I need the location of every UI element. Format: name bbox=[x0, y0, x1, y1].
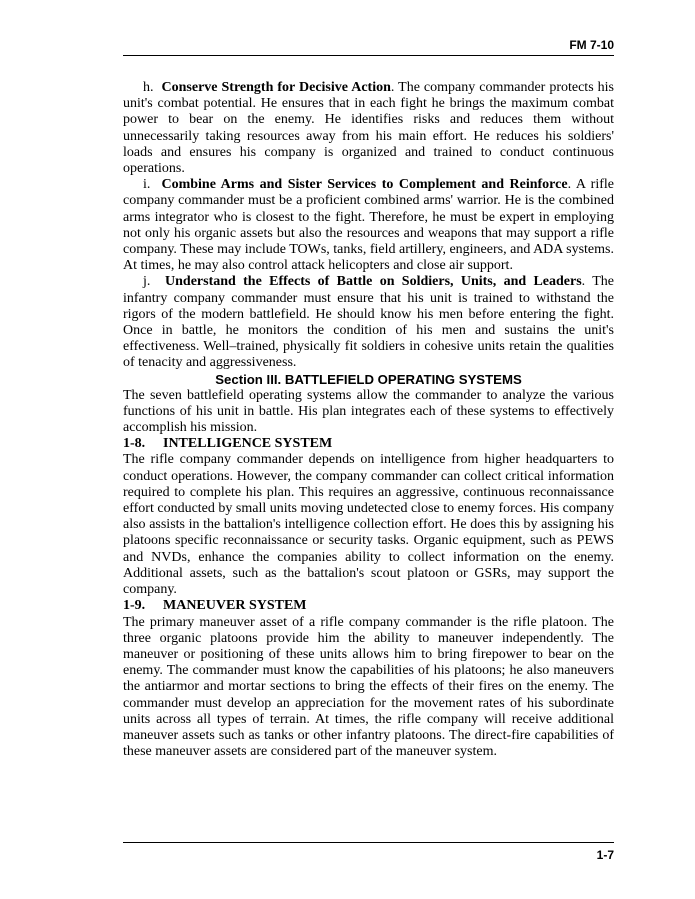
footer-rule bbox=[123, 842, 614, 843]
page-number: 1-7 bbox=[596, 848, 614, 862]
intelligence-heading bbox=[123, 436, 614, 452]
paragraph-i-letter: i. bbox=[143, 177, 151, 193]
paragraph-i bbox=[123, 177, 614, 274]
section-intro: The seven battlefield operating systems allow the commander to analyze the various functions of his unit in battle. His plan integrates each of these systems to effectively accomplish his mission. bbox=[123, 387, 614, 436]
paragraph-h bbox=[123, 80, 614, 177]
header-rule bbox=[123, 55, 614, 56]
paragraph-i-title: Combine Arms and Sister Services to Complement and Reinforce bbox=[161, 177, 568, 193]
maneuver-title: MANEUVER SYSTEM bbox=[163, 598, 307, 614]
paragraph-i-text: . A rifle company commander must be a proficient combined arms' warrior. He is the combined arms integrator who is closest to the fight. Therefore, he must be expert in employing not only his organic assets but also the resources and weapons that may support a rifle company. These may include TOWs, tanks, field artillery, engineers, and ADA systems. At times, he may also control attack helicopters and close air support. bbox=[123, 177, 614, 274]
maneuver-heading bbox=[123, 598, 614, 614]
section-title: Section III. BATTLEFIELD OPERATING SYSTEMS bbox=[215, 371, 522, 387]
intelligence-text: The rifle company commander depends on intelligence from higher headquarters to conduct operations. However, the company commander can collect critical information required to complete his plan. This requires an aggressive, continuous reconnaissance effort conducted by small units moving undetected close to enemy forces. His company also assists in the battalion's intelligence collection effort. He does this by assigning his platoons specific reconnaissance or security tasks. Organic equipment, such as PEWS and NVDs, enhance the companies ability to collect information on the enemy. Additional assets, such as the battalion's scout platoon or GSRs, may support the company. bbox=[123, 452, 614, 598]
page-body bbox=[123, 80, 614, 760]
paragraph-h-title: Conserve Strength for Decisive Action bbox=[161, 80, 391, 95]
paragraph-h-text: . The company commander protects his unit's combat potential. He ensures that in each fight he brings the maximum combat power to bear on the enemy. He identifies risks and reduces them without unnecessarily taking resources away from his main effort. He reduces his soldiers' loads and ensures his company is organized and trained to conduct continuous operations. bbox=[123, 80, 614, 177]
paragraph-j-text: . The infantry company commander must ensure that his unit is trained to withstand the rigors of the modern battlefield. He should know his men before entering the fight. Once in battle, he monitors the condition of his men and sustains the unit's effectiveness. Well–trained, physically fit soldiers in cohesive units retain the qualities of tenacity and aggressiveness. bbox=[123, 274, 615, 371]
paragraph-h-letter: h. bbox=[143, 80, 154, 95]
intelligence-number: 1-8. bbox=[123, 436, 146, 452]
intelligence-title: INTELLIGENCE SYSTEM bbox=[163, 436, 333, 452]
paragraph-j-title: Understand the Effects of Battle on Soldiers, Units, and Leaders bbox=[165, 274, 582, 290]
maneuver-number: 1-9. bbox=[123, 598, 146, 614]
maneuver-text: The primary maneuver asset of a rifle company commander is the rifle platoon. The three organic platoons provide him the ability to maneuver independently. The maneuver or positioning of these units allows him to bring firepower to bear on the enemy. The commander must know the capabilities of his platoons; he also maneuvers the antiarmor and mortar sections to bring the effects of their fires on the enemy. The commander must develop an appreciation for the movement rates of his subordinate units across all types of terrain. At times, the rifle company will receive additional maneuver assets such as tanks or other infantry platoons. The direct-fire capabilities of these maneuver assets are considered part of the maneuver system. bbox=[123, 614, 614, 760]
paragraph-j bbox=[123, 274, 614, 371]
manual-header-label: FM 7-10 bbox=[569, 38, 614, 52]
paragraph-j-letter: j. bbox=[143, 274, 151, 290]
